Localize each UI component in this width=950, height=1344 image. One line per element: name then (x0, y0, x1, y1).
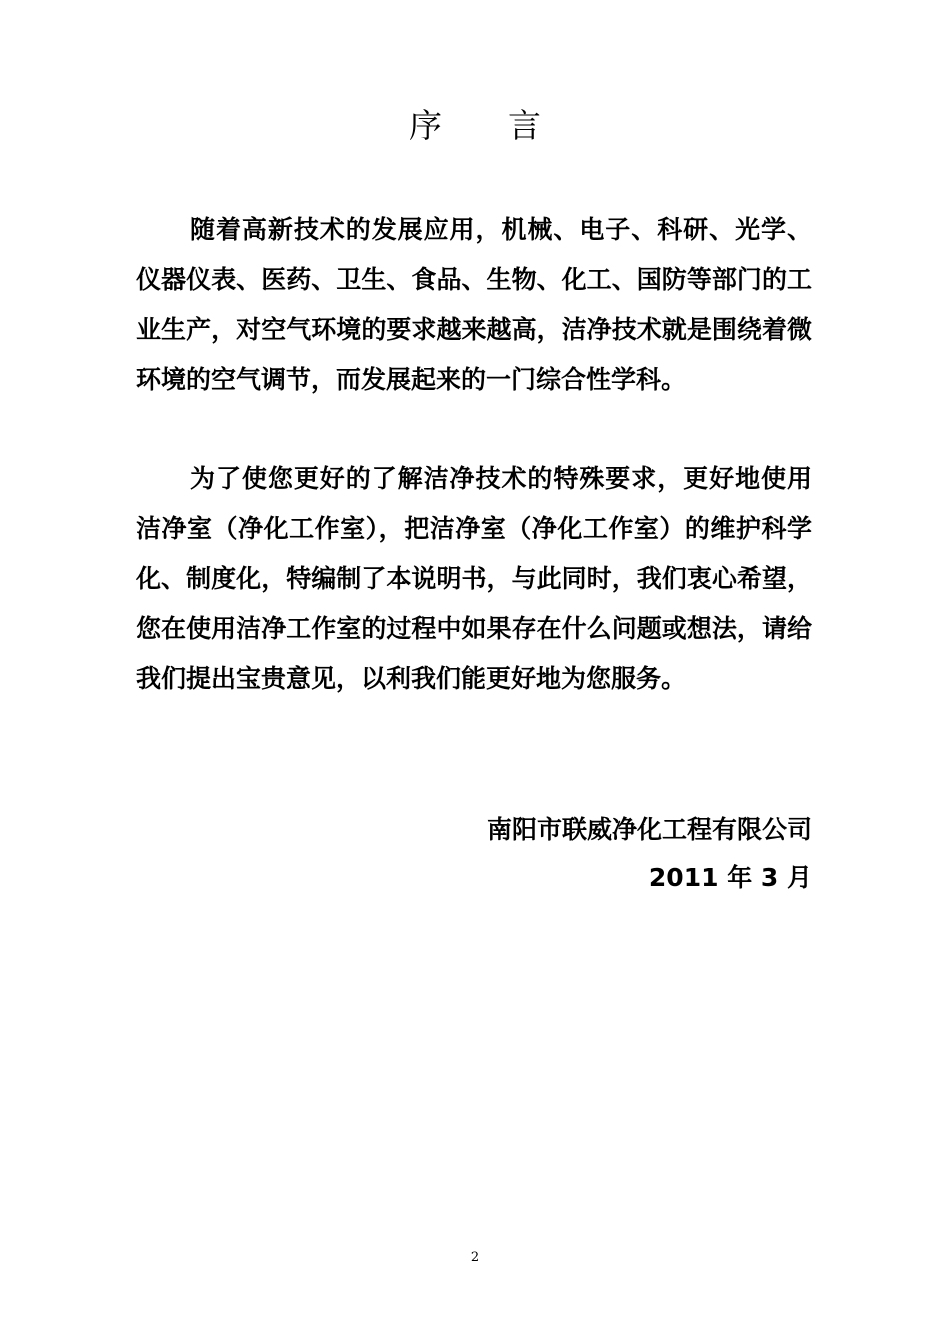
paragraph-purpose: 为了使您更好的了解洁净技术的特殊要求，更好地使用洁净室（净化工作室），把洁净室（净化工作室）的维护科学化、制度化，特编制了本说明书，与此同时，我们衷心希望，您在使用洁净工作室的过程中如果存在什么问题或想法，请给我们提出宝贵意见，以利我们能更好地为您服务。 (136, 464, 812, 693)
signature-date: 2011 年 3 月 (648, 863, 812, 892)
page-title: 序 言 (409, 106, 541, 145)
page-number: 2 (470, 1250, 480, 1265)
signature-company: 南阳市联威净化工程有限公司 (486, 815, 812, 844)
paragraph-intro: 随着高新技术的发展应用，机械、电子、科研、光学、仪器仪表、医药、卫生、食品、生物、化工、国防等部门的工业生产，对空气环境的要求越来越高，洁净技术就是围绕着微环境的空气调节，而发展起来的一门综合性学科。 (136, 215, 812, 394)
